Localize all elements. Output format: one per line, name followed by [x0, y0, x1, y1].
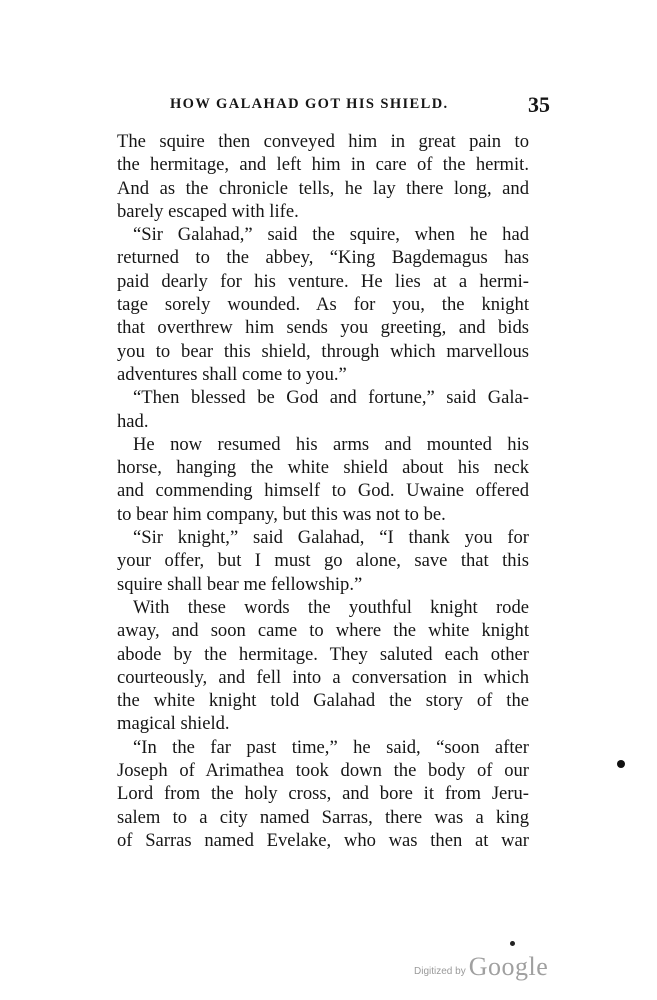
text-line: He now resumed his arms and mounted his — [133, 433, 529, 455]
text-line: your offer, but I must go alone, save that this — [117, 550, 529, 572]
text-line: “Sir knight,” said Galahad, “I thank you for — [133, 527, 529, 549]
text-line: had. — [117, 410, 149, 432]
text-line: away, and soon came to where the white knight — [117, 620, 529, 642]
google-logo: Google — [468, 952, 549, 981]
text-line: barely escaped with life. — [117, 200, 299, 222]
text-line: “Sir Galahad,” said the squire, when he had — [133, 224, 529, 246]
text-line: of Sarras named Evelake, who was then at war — [117, 829, 529, 851]
body-text — [117, 130, 529, 852]
text-line: paid dearly for his venture. He lies at a hermi- — [117, 270, 529, 292]
text-line: squire shall bear me fellowship.” — [117, 573, 363, 595]
text-line: Lord from the holy cross, and bore it from Jeru- — [117, 783, 529, 805]
text-line: courteously, and fell into a conversation in which — [117, 666, 529, 688]
digitized-by-text: Digitized by — [414, 966, 466, 977]
ink-spot-mark — [617, 760, 625, 768]
text-line: and commending himself to God. Uwaine offered — [117, 480, 529, 502]
ink-spot-mark — [510, 941, 515, 946]
page-number: 35 — [528, 92, 550, 117]
text-line: adventures shall come to you.” — [117, 363, 347, 385]
text-line: magical shield. — [117, 713, 230, 735]
text-line: “Then blessed be God and fortune,” said Gala- — [133, 387, 529, 409]
text-line: that overthrew him sends you greeting, and bids — [117, 317, 529, 339]
text-line: you to bear this shield, through which marvellous — [117, 340, 529, 362]
text-line: Joseph of Arimathea took down the body of our — [117, 760, 529, 782]
text-line: the hermitage, and left him in care of the hermit. — [117, 154, 529, 176]
running-head — [170, 92, 550, 118]
text-line: returned to the abbey, “King Bagdemagus has — [117, 247, 529, 269]
text-line: salem to a city named Sarras, there was a king — [117, 806, 529, 828]
text-line: “In the far past time,” he said, “soon after — [133, 736, 529, 758]
text-line: And as the chronicle tells, he lay there long, and — [117, 177, 529, 199]
text-line: tage sorely wounded. As for you, the knight — [117, 294, 529, 316]
digitized-watermark — [414, 950, 548, 982]
text-line: With these words the youthful knight rode — [133, 596, 529, 618]
text-line: horse, hanging the white shield about his neck — [117, 457, 529, 479]
text-line: abode by the hermitage. They saluted each other — [117, 643, 529, 665]
running-title: HOW GALAHAD GOT HIS SHIELD. — [170, 96, 449, 112]
text-line: The squire then conveyed him in great pain to — [117, 131, 529, 152]
text-line: to bear him company, but this was not to be. — [117, 503, 446, 525]
text-line: the white knight told Galahad the story of the — [117, 690, 529, 712]
